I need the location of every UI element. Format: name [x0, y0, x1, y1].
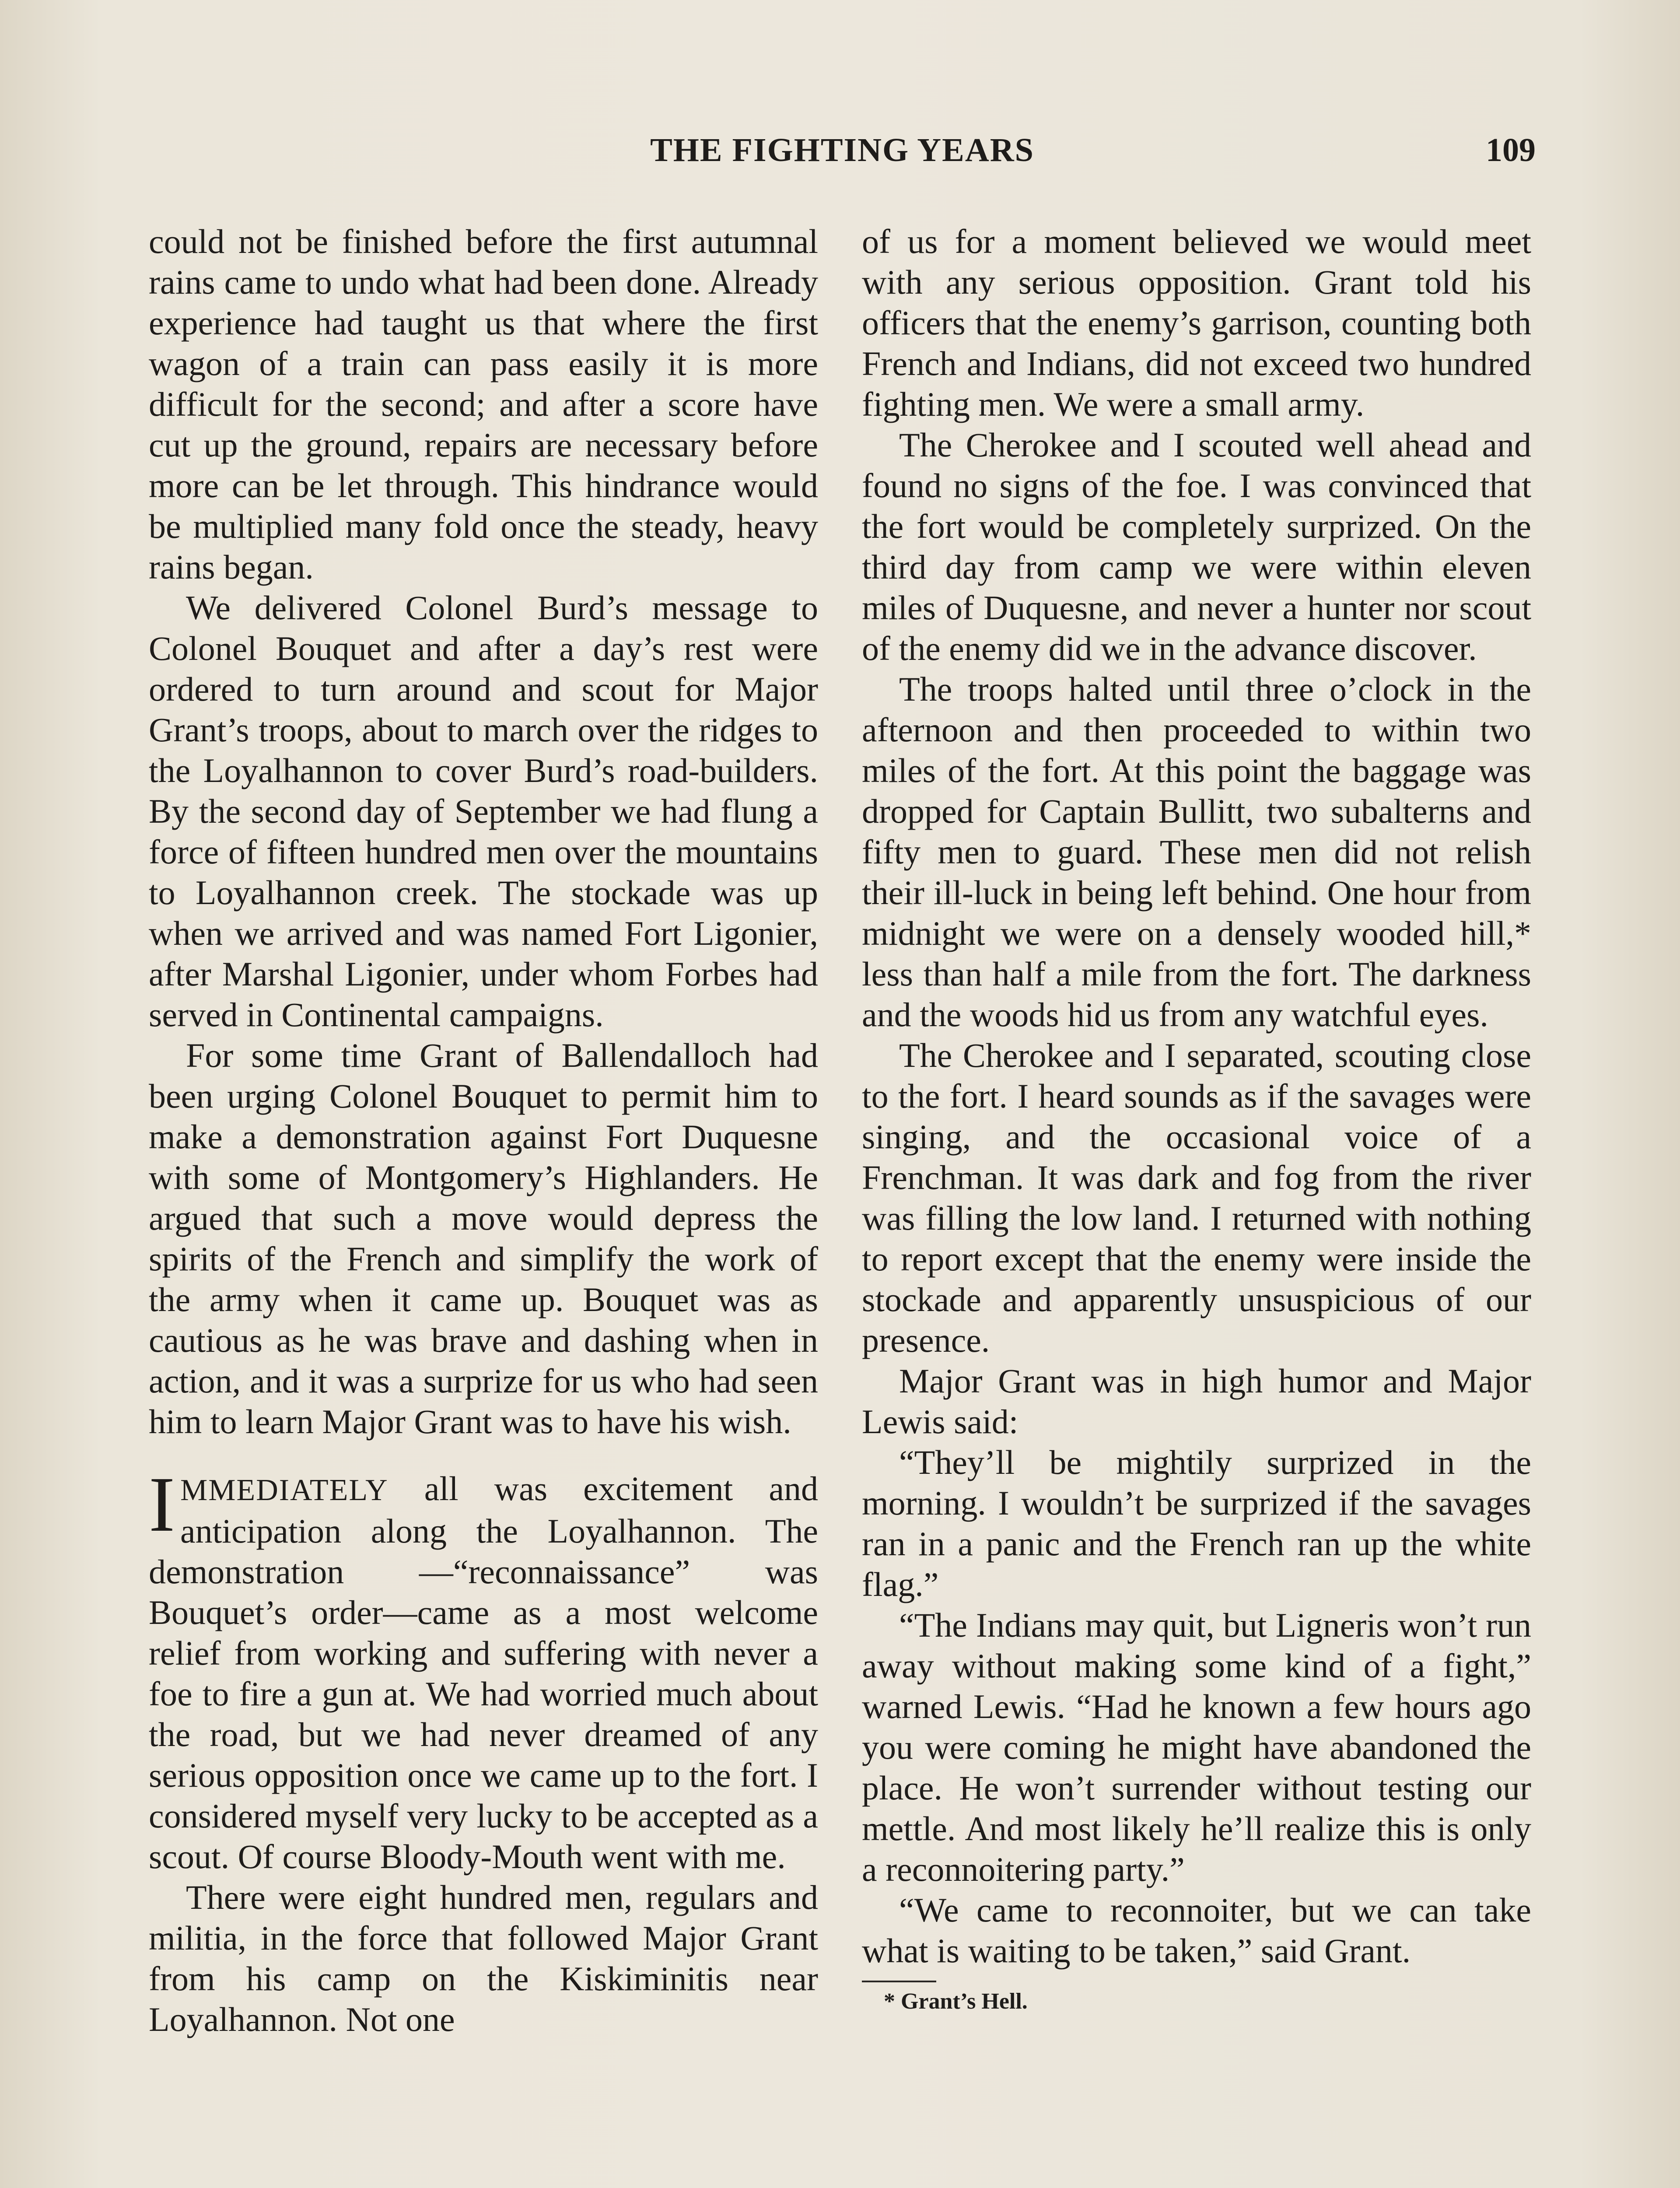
paragraph: Major Grant was in high humor and Major Lewis said: [862, 1362, 1531, 1441]
paragraph-continuation: could not be finished before the first autumnal rains came to undo what had been done. Already experience had taught us that where the first wagon of a train can pass easily it is more difficult for the second; and after a score have cut up the ground, repairs are necessary before more can be let through. This hindrance would be multiplied many fold once the steady, heavy rains began. [149, 222, 818, 586]
paragraph: The troops halted until three o’clock in the afternoon and then proceeded to within two miles of the fort. At this point the baggage was dropped for Captain Bullitt, two subalterns and fifty men to guard. These men did not relish their ill-luck in being left behind. One hour from midnight we were on a densely wooded hill,* less than half a mile from the fort. The darkness and the woods hid us from any watchful eyes. [862, 670, 1531, 1034]
paragraph: We delivered Colonel Burd’s message to Colonel Bouquet and after a day’s rest were ordered to turn around and scout for Major Grant’s troops, about to march over the ridges to the Loyalhannon to cover Burd’s road-builders. By the second day of September we had flung a force of fifteen hundred men over the mountains to Loyalhannon creek. The stockade was up when we arrived and was named Fort Ligonier, after Marshal Ligonier, under whom Forbes had served in Continental campaigns. [149, 589, 818, 1034]
paragraph-text: all was excitement and anticipation along the Loyalhannon. The demonstration —“reconnaissance” was Bouquet’s order—came as a most welcome relief from working and suffering with never a foe to fire a gun at. We had worried much about the road, but we had never dreamed of any serious opposition once we came up to the fort. I considered myself very lucky to be accepted as a scout. Of course Bloody-Mouth went with me. [149, 1469, 818, 1876]
page-number: 109 [1486, 132, 1536, 168]
right-column [862, 221, 1531, 2016]
footnote: * Grant’s Hell. [884, 1989, 1028, 2014]
opening-caps: MMEDIATELY [180, 1473, 388, 1507]
footnote-rule [862, 1981, 936, 1982]
paragraph: The Cherokee and I separated, scouting close to the fort. I heard sounds as if the savages were singing, and the occasional voice of a Frenchman. It was dark and fog from the river was filling the low land. I returned with nothing to report except that the enemy were inside the stockade and apparently unsuspicious of our presence. [862, 1036, 1531, 1359]
drop-cap: I [149, 1461, 175, 1548]
paragraph-continuation: of us for a moment believed we would meet with any serious opposition. Grant told his officers that the enemy’s garrison, counting both French and Indians, did not exceed two hundred fighting men. We were a small army. [862, 222, 1531, 423]
paragraph: The Cherokee and I scouted well ahead and found no signs of the foe. I was convinced that the fort would be completely surprized. On the third day from camp we were within eleven miles of Duquesne, and never a hunter nor scout of the enemy did we in the advance discover. [862, 426, 1531, 667]
paragraph: There were eight hundred men, regulars and militia, in the force that followed Major Grant from his camp on the Kiskiminitis near Loyalhannon. Not one [149, 1878, 818, 2038]
running-title: THE FIGHTING YEARS [650, 132, 1034, 168]
paragraph: For some time Grant of Ballendalloch had been urging Colonel Bouquet to permit him to make a demonstration against Fort Duquesne with some of Montgomery’s Highlanders. He argued that such a move would depress the spirits of the French and simplify the work of the army when it came up. Bouquet was as cautious as he was brave and dashing when in action, and it was a surprize for us who had seen him to learn Major Grant was to have his wish. [149, 1036, 818, 1441]
section-opening-paragraph [149, 1461, 818, 1877]
paragraph: “The Indians may quit, but Ligneris won’t run away without making some kind of a fight,” warned Lewis. “Had he known a few hours ago you were coming he might have abandoned the place. He won’t surrender without testing our mettle. And most likely he’ll realize this is only a reconnoitering party.” [862, 1606, 1531, 1888]
left-column [149, 221, 818, 2040]
section-break [149, 1442, 818, 1468]
paragraph: “We came to reconnoiter, but we can take what is waiting to be taken,” said Grant. [862, 1891, 1531, 1970]
paragraph: “They’ll be mightily surprized in the morning. I wouldn’t be surprized if the savages ran in a panic and the French ran up the white flag.” [862, 1443, 1531, 1603]
running-head [149, 131, 1536, 184]
